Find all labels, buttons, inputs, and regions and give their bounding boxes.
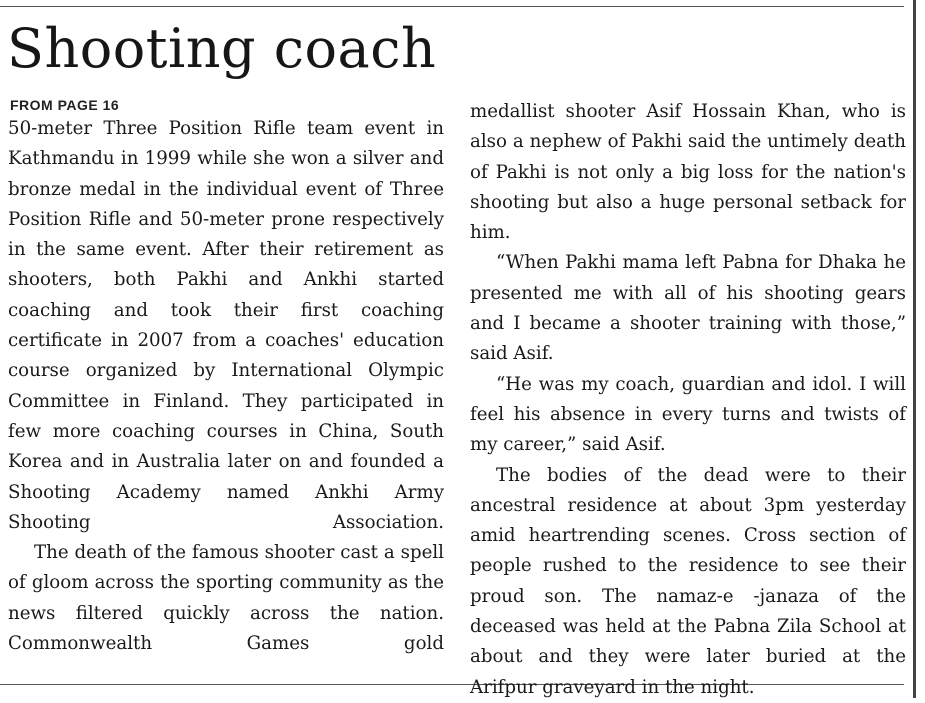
paragraph: medallist shooter Asif Hossain Khan, who is also a nephew of Pakhi said the untimely death of Pakhi is not only a big loss for the nation's shooting but also a huge personal setback for him. <box>470 101 906 244</box>
paragraph: “He was my coach, guardian and idol. I will feel his absence in every turns and twists of my career,” said Asif. <box>470 373 906 456</box>
paragraph: “When Pakhi mama left Pabna for Dhaka he presented me with all of his shooting gears and I became a shooter training with those,” said Asif. <box>470 252 906 365</box>
paragraph: The bodies of the dead were to their ancestral residence at about 3pm yesterday amid heartrending scenes. Cross section of people rushed to the residence to see their proud son. The namaz-e -janaza of the deceased was held at the Pabna Zila School at about and they were later buried at the Arifpur graveyard in the night. <box>470 464 906 698</box>
top-rule <box>0 6 904 7</box>
headline: Shooting coach <box>7 17 437 80</box>
right-column <box>470 97 906 703</box>
right-column-rule <box>913 0 916 698</box>
jump-label: FROM PAGE 16 <box>10 97 120 113</box>
paragraph: 50-meter Three Position Rifle team event in Kathmandu in 1999 while she won a silver and bronze medal in the individual event of Three Position Rifle and 50-meter prone respectively in the same event. After their retirement as shooters, both Pakhi and Ankhi started coaching and took their first coaching certificate in 2007 from a coaches' education course organized by International Olympic Committee in Finland. They participated in few more coaching courses in China, South Korea and in Australia later on and founded a Shooting Academy named Ankhi Army Shooting Association. <box>8 118 444 533</box>
paragraph: The death of the famous shooter cast a spell of gloom across the sporting community as the news filtered quickly across the nation. Commonwealth Games gold <box>8 542 444 655</box>
left-column <box>8 114 444 659</box>
